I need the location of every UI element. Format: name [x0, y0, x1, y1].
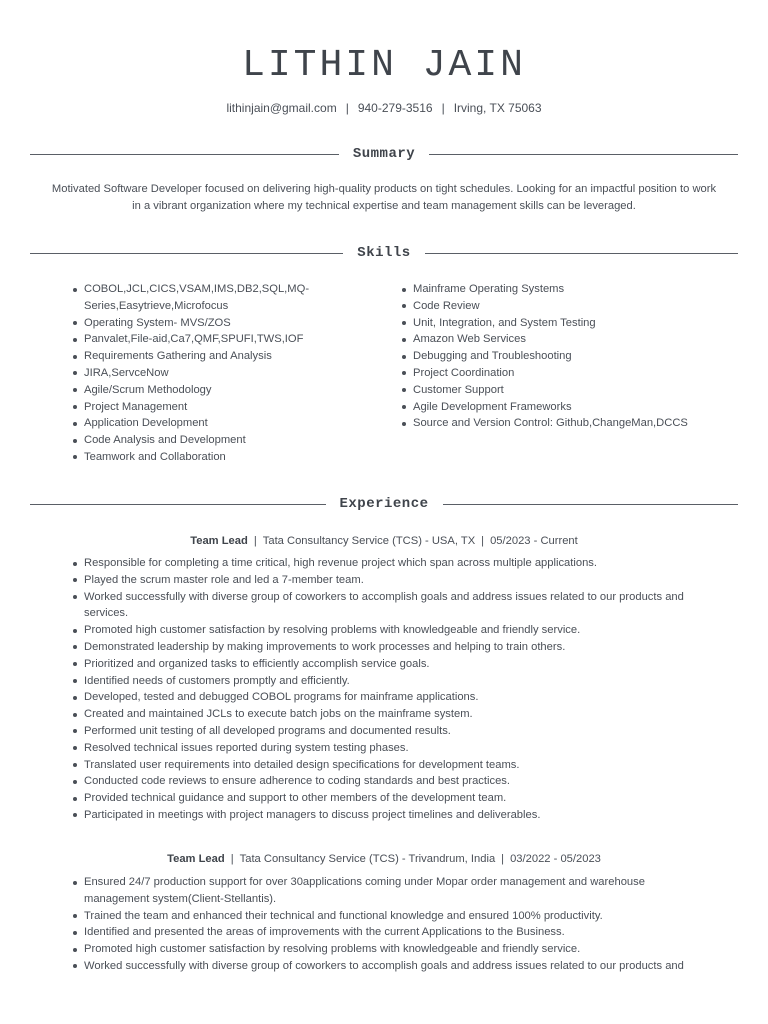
job-company: Tata Consultancy Service (TCS) - Trivandrum, India — [239, 853, 496, 865]
skills-right-list — [401, 281, 731, 432]
job-bullet: Responsible for completing a time critical, high revenue project which span across multiple applications. — [72, 555, 702, 572]
skill-item: COBOL,JCL,CICS,VSAM,IMS,DB2,SQL,MQ-Series,Easytrieve,Microfocus — [72, 281, 332, 315]
job-bullet: Prioritized and organized tasks to efficiently accomplish service goals. — [72, 656, 702, 673]
skill-item: Application Development — [72, 415, 332, 432]
job-bullet: Participated in meetings with project managers to discuss project timelines and deliverables. — [72, 807, 702, 824]
job-separator: | — [230, 853, 234, 865]
job-separator: | — [253, 535, 257, 547]
skill-item: Unit, Integration, and System Testing — [401, 315, 731, 332]
job-bullet: Worked successfully with diverse group of coworkers to accomplish goals and address issues related to our products and services. — [72, 589, 702, 623]
skill-item: Teamwork and Collaboration — [72, 449, 332, 466]
skill-item: Debugging and Troubleshooting — [401, 348, 731, 365]
skill-item: Customer Support — [401, 382, 731, 399]
skill-item: JIRA,ServceNow — [72, 365, 332, 382]
skill-item: Agile/Scrum Methodology — [72, 382, 332, 399]
skill-item: Panvalet,File-aid,Ca7,QMF,SPUFI,TWS,IOF — [72, 331, 332, 348]
skill-item: Agile Development Frameworks — [401, 399, 731, 416]
job-header — [0, 851, 768, 867]
summary-title: Summary — [352, 146, 416, 162]
job-bullet: Resolved technical issues reported during system testing phases. — [72, 740, 702, 757]
skill-item: Project Coordination — [401, 365, 731, 382]
email-text: lithinjain@gmail.com — [226, 101, 337, 115]
job-bullet-list — [72, 555, 702, 824]
skill-item: Project Management — [72, 399, 332, 416]
job-bullet: Demonstrated leadership by making improvements to work processes and helping to train others. — [72, 639, 702, 656]
divider-line — [30, 253, 343, 254]
divider-line — [30, 504, 326, 505]
job-bullet-list — [72, 874, 702, 975]
location-text: Irving, TX 75063 — [453, 101, 542, 115]
job-bullet: Identified needs of customers promptly and efficiently. — [72, 673, 702, 690]
job-role: Team Lead — [167, 853, 225, 865]
job-separator: | — [481, 535, 485, 547]
skill-item: Code Analysis and Development — [72, 432, 332, 449]
job-bullet: Created and maintained JCLs to execute batch jobs on the mainframe system. — [72, 706, 702, 723]
job-bullet: Translated user requirements into detailed design specifications for development teams. — [72, 757, 702, 774]
job-bullet: Developed, tested and debugged COBOL programs for mainframe applications. — [72, 689, 702, 706]
job-bullet: Provided technical guidance and support to other members of the development team. — [72, 790, 702, 807]
job-bullet: Ensured 24/7 production support for over 30applications coming under Mopar order management and warehouse management system(Client-Stellantis). — [72, 874, 702, 908]
job-header — [0, 533, 768, 549]
skills-title: Skills — [357, 245, 411, 261]
phone-text: 940-279-3516 — [357, 101, 433, 115]
job-separator: | — [501, 853, 505, 865]
job-dates: 03/2022 - 05/2023 — [510, 853, 601, 865]
job-bullet: Identified and presented the areas of improvements with the current Applications to the Business. — [72, 924, 702, 941]
divider-line — [30, 154, 339, 155]
summary-text: Motivated Software Developer focused on delivering high-quality products on tight schedules. Looking for an impactful position to work in a vibrant organization where my technical expertise and team management skills can be leveraged. — [51, 183, 717, 212]
skill-item: Source and Version Control: Github,ChangeMan,DCCS — [401, 415, 731, 432]
divider-line — [443, 504, 739, 505]
skill-item: Operating System- MVS/ZOS — [72, 315, 332, 332]
contact-line — [0, 100, 768, 116]
contact-separator: | — [441, 101, 445, 115]
job-company: Tata Consultancy Service (TCS) - USA, TX — [262, 535, 476, 547]
job-dates: 05/2023 - Current — [490, 535, 578, 547]
skill-item: Code Review — [401, 298, 731, 315]
skill-item: Amazon Web Services — [401, 331, 731, 348]
job-bullet: Performed unit testing of all developed programs and documented results. — [72, 723, 702, 740]
job-bullet: Played the scrum master role and led a 7-member team. — [72, 572, 702, 589]
experience-title: Experience — [339, 496, 429, 512]
job-bullet: Trained the team and enhanced their technical and functional knowledge and ensured 100% productivity. — [72, 908, 702, 925]
summary-heading — [30, 145, 738, 163]
job-bullet: Worked successfully with diverse group of coworkers to accomplish goals and address issues related to our products and — [72, 958, 702, 975]
skill-item: Mainframe Operating Systems — [401, 281, 731, 298]
divider-line — [425, 253, 738, 254]
skill-item: Requirements Gathering and Analysis — [72, 348, 332, 365]
job-role: Team Lead — [190, 535, 248, 547]
job-bullet: Promoted high customer satisfaction by resolving problems with knowledgeable and friendly service. — [72, 941, 702, 958]
job-bullet: Conducted code reviews to ensure adherence to coding standards and best practices. — [72, 773, 702, 790]
divider-line — [429, 154, 738, 155]
job-bullet: Promoted high customer satisfaction by resolving problems with knowledgeable and friendly service. — [72, 622, 702, 639]
skills-left-list — [72, 281, 332, 466]
candidate-name: LITHIN JAIN — [242, 44, 526, 87]
contact-separator: | — [345, 101, 349, 115]
skills-heading — [30, 244, 738, 262]
experience-heading — [30, 495, 738, 513]
